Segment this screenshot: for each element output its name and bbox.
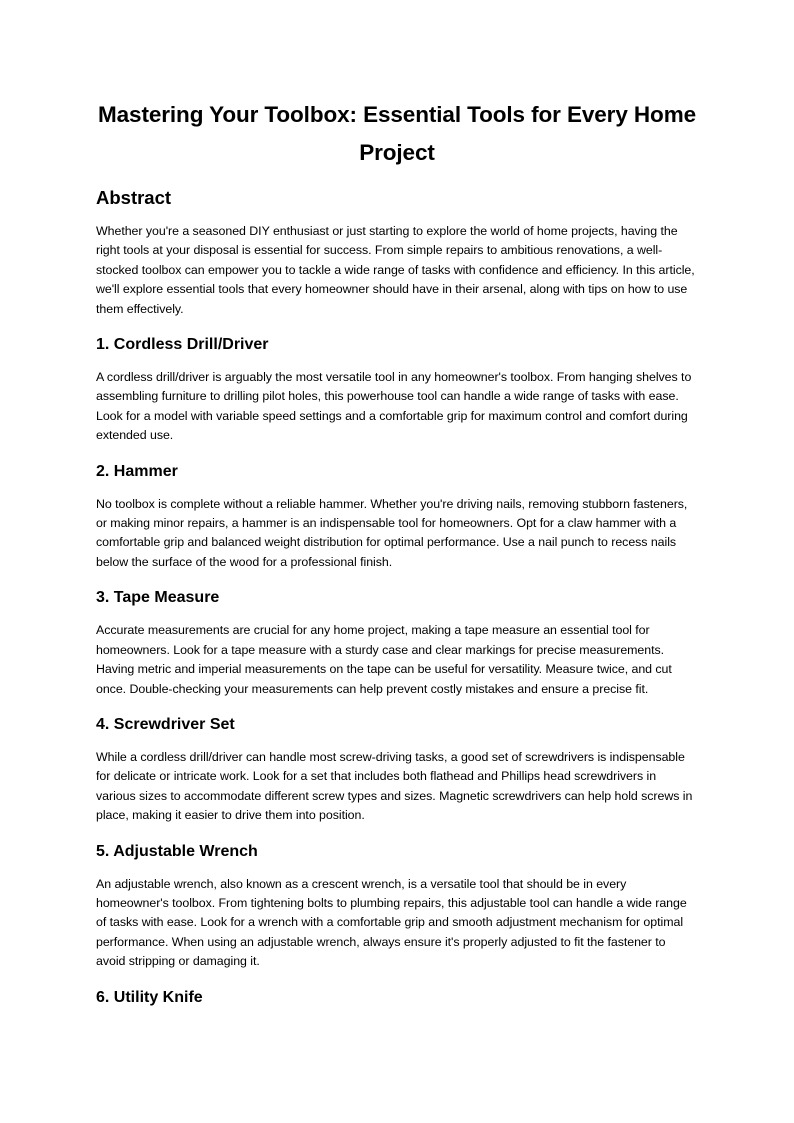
section-text: No toolbox is complete without a reliable hammer. Whether you're driving nails, removing stubborn fasteners, or making minor repairs, a hammer is an indispensable tool for homeowners. Opt for a claw hammer with a comfortable grip and balanced weight distribution for optimal performance. Use a nail punch to recess nails below the surface of the wood for a professional finish. (96, 496, 688, 569)
section-heading: 2. Hammer (96, 462, 178, 480)
section-heading: 1. Cordless Drill/Driver (96, 336, 269, 354)
section-cordless-drill (96, 333, 698, 446)
section-heading: 4. Screwdriver Set (96, 715, 235, 733)
document-title: Mastering Your Toolbox: Essential Tools for Every Home Project (97, 102, 697, 165)
section-heading: 5. Adjustable Wrench (96, 842, 258, 860)
abstract-text: Whether you're a seasoned DIY enthusiast or just starting to explore the world of home projects, having the right tools at your disposal is essential for success. From simple repairs to ambitious renovations, a well-stocked toolbox can empower you to tackle a wide range of tasks with confidence and efficiency. In this article, we'll explore essential tools that every homeowner should have in their arsenal, along with tips on how to use them effectively. (96, 224, 695, 316)
abstract-heading: Abstract (96, 187, 172, 208)
section-text: Accurate measurements are crucial for any home project, making a tape measure an essential tool for homeowners. Look for a tape measure with a sturdy case and clear markings for precise measurements. Having metric and imperial measurements on the tape can be useful for versatility. Measure twice, and cut once. Double-checking your measurements can help prevent costly mistakes and ensure a precise fit. (96, 623, 672, 696)
section-adjustable-wrench (96, 840, 698, 972)
section-text: An adjustable wrench, also known as a crescent wrench, is a versatile tool that should be in every homeowner's toolbox. From tightening bolts to plumbing repairs, this adjustable tool can handle a wide range of tasks with ease. Look for a wrench with a comfortable grip and smooth adjustment mechanism for optimal performance. When using an adjustable wrench, always ensure it's properly adjusted to fit the fastener to avoid stripping or damaging it. (96, 876, 687, 969)
section-heading: 6. Utility Knife (96, 988, 203, 1006)
section-text: While a cordless drill/driver can handle most screw-driving tasks, a good set of screwdrivers is indispensable for delicate or intricate work. Look for a set that includes both flathead and Phillips head screwdrivers in various sizes to accommodate different screw types and sizes. Magnetic screwdrivers can help hold screws in place, making it easier to drive them into position. (96, 749, 693, 823)
section-heading: 3. Tape Measure (96, 589, 220, 607)
section-utility-knife (96, 986, 698, 1010)
section-hammer (96, 460, 698, 573)
document-page (96, 0, 698, 1010)
section-tape-measure (96, 586, 698, 699)
section-screwdriver-set (96, 713, 698, 826)
section-text: A cordless drill/driver is arguably the most versatile tool in any homeowner's toolbox. From hanging shelves to assembling furniture to drilling pilot holes, this powerhouse tool can handle a wide range of tasks with ease. Look for a model with variable speed settings and a comfortable grip for maximum control and comfort during extended use. (96, 370, 692, 443)
